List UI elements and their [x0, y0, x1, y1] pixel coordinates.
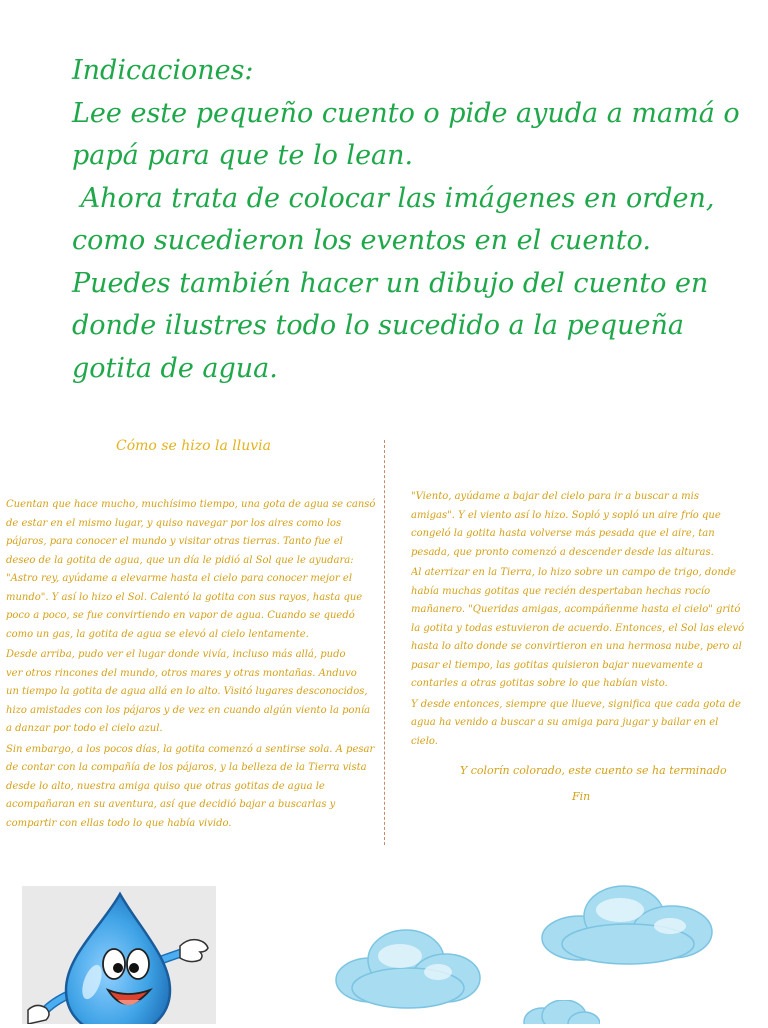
story-right-column	[411, 488, 751, 753]
cloud-icon[interactable]	[520, 1000, 600, 1024]
story-line: mañanero. "Queridas amigas, acompáñenme hasta el cielo" gritó	[411, 604, 741, 615]
story-line: Cuentan que hace mucho, muchísimo tiempo, una gota de agua se cansó	[6, 499, 376, 510]
story-line: mundo". Y así lo hizo el Sol. Calentó la gotita con sus rayos, hasta que	[6, 591, 363, 603]
story-line: a danzar por todo el cielo azul.	[6, 723, 163, 734]
story-line: de estar en el mismo lugar, y quiso navegar por los aires como los	[6, 517, 342, 529]
story-line: pájaros, para conocer el mundo y visitar otras tierras. Tanto fue el	[6, 536, 343, 547]
instructions-line: Indicaciones:	[72, 55, 254, 86]
story-line: hizo amistades con los pájaros y de vez en cuando algún viento la ponía	[6, 704, 371, 716]
story-line: la gotita y todas estuvieron de acuerdo. Entonces, el Sol las elevó	[411, 622, 745, 634]
story-line: ver otros rincones del mundo, otros mares y otras montañas. Anduvo	[6, 667, 357, 679]
instructions-line: Lee este pequeño cuento o pide ayuda a mamá o	[72, 97, 740, 129]
cloud-icon[interactable]	[540, 880, 716, 970]
story-line: acompañaran en su aventura, así que decidió bajar a buscarlas y	[6, 799, 336, 810]
story-line: Al aterrizar en la Tierra, lo hizo sobre un campo de trigo, donde	[411, 567, 737, 578]
instructions-line: como sucedieron los eventos en el cuento.	[72, 225, 651, 256]
story-paragraph	[6, 646, 376, 739]
story-line: había muchas gotitas que recién despertaban hechas rocío	[411, 585, 711, 597]
story-line: poco a poco, se fue convirtiendo en vapor de agua. Cuando se quedó	[6, 610, 355, 621]
instructions-line: Ahora trata de colocar las imágenes en orden,	[72, 182, 715, 214]
story-paragraph	[411, 488, 751, 562]
story-line: agua ha venido a buscar a su amiga para jugar y bailar en el	[411, 717, 719, 728]
story-line: pesada, que pronto comenzó a descender desde las alturas.	[411, 546, 714, 558]
story-line: desde lo alto, nuestra amiga quiso que otras gotitas de agua le	[6, 780, 325, 792]
water-drop-character-icon	[22, 886, 216, 1024]
instructions-line: gotita de agua.	[72, 352, 278, 384]
story-line: como un gas, la gotita de agua se elevó al cielo lentamente.	[6, 628, 309, 640]
story-fin: Fin	[572, 790, 591, 803]
story-line: de contar con la compañía de los pájaros, y la belleza de la Tierra vista	[6, 762, 367, 773]
instructions-line: papá para que te lo lean.	[72, 140, 414, 171]
story-line: hasta lo alto donde se convirtieron en una hermosa nube, pero al	[411, 641, 742, 652]
story-line: Sin embargo, a los pocos días, la gotita comenzó a sentirse sola. A pesar	[6, 743, 375, 755]
story-paragraph	[411, 696, 751, 752]
story-paragraph	[6, 741, 376, 834]
column-divider	[384, 440, 385, 845]
cloud-icon[interactable]	[330, 922, 486, 1014]
story-line: "Viento, ayúdame a bajar del cielo para ir a buscar a mis	[411, 491, 699, 502]
story-paragraph	[6, 496, 376, 644]
story-line: amigas". Y el viento así lo hizo. Sopló y sopló un aire frío que	[411, 509, 721, 521]
story-line: Y desde entonces, siempre que llueve, significa que cada gota de	[411, 698, 741, 710]
story-title: Cómo se hizo la lluvia	[116, 438, 271, 454]
story-line: contarles a otras gotitas sobre lo que habían visto.	[411, 678, 668, 689]
water-drop-image[interactable]	[22, 886, 216, 1024]
story-line: "Astro rey, ayúdame a elevarme hasta el cielo para conocer mejor el	[6, 573, 353, 584]
instructions-block	[72, 50, 740, 390]
story-line: compartir con ellas todo lo que había vivido.	[6, 817, 232, 829]
story-line: Desde arriba, pudo ver el lugar donde vivía, incluso más allá, pudo	[6, 649, 346, 660]
story-ending: Y colorín colorado, este cuento se ha terminado	[460, 764, 727, 777]
story-line: pasar el tiempo, las gotitas quisieron bajar nuevamente a	[411, 659, 703, 671]
story-left-column	[6, 496, 376, 835]
story-line: deseo de la gotita de agua, que un día le pidió al Sol que le ayudara:	[6, 554, 354, 566]
story-line: un tiempo la gotita de agua allá en lo alto. Visitó lugares desconocidos,	[6, 686, 368, 697]
story-line: congeló la gotita hasta volverse más pesada que el aire, tan	[411, 528, 715, 539]
story-line: cielo.	[411, 735, 438, 747]
instructions-line: donde ilustres todo lo sucedido a la pequeña	[72, 310, 684, 341]
instructions-line: Puedes también hacer un dibujo del cuento en	[72, 267, 709, 299]
story-paragraph	[411, 564, 751, 694]
